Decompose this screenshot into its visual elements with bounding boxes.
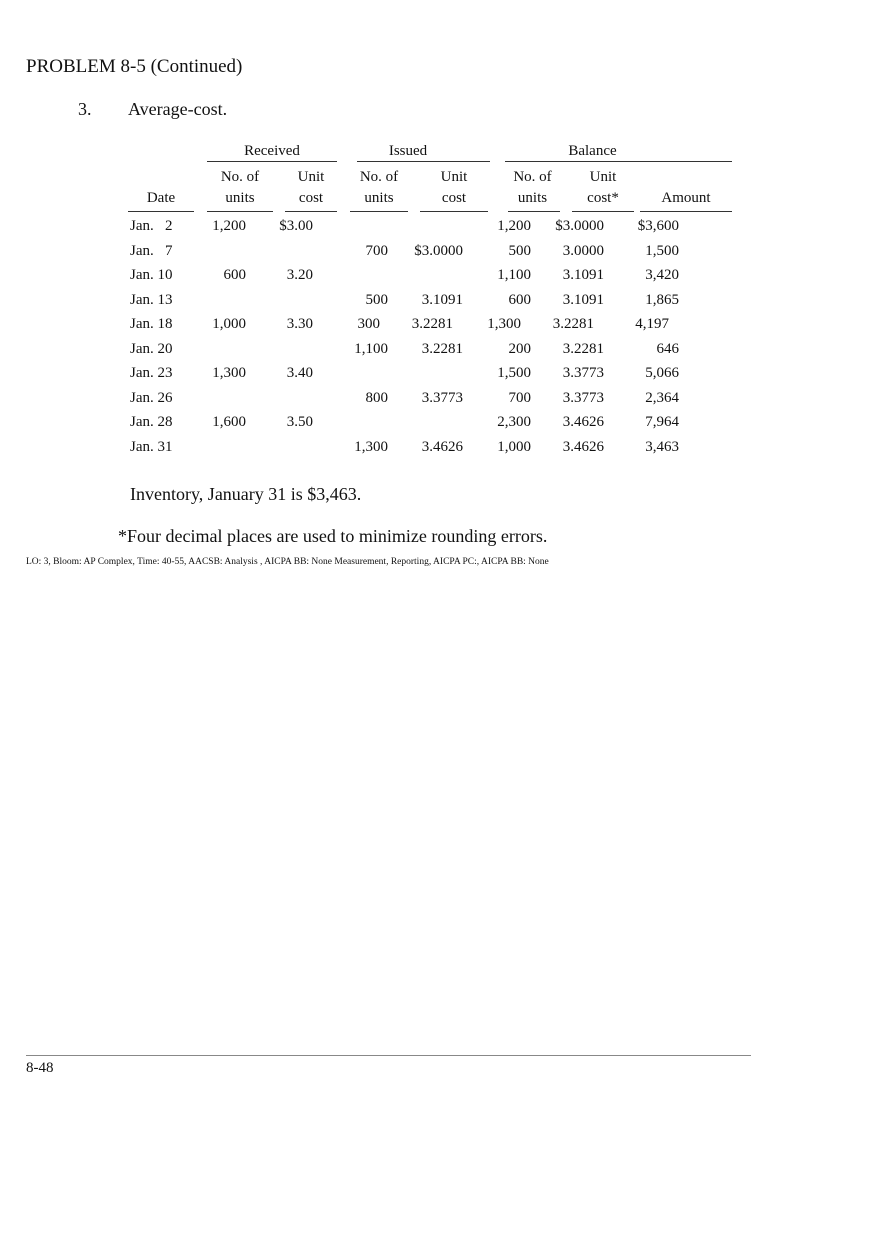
divider xyxy=(128,211,194,212)
header-rec-cost: Unit xyxy=(297,169,325,185)
cell-date: Jan. 18 xyxy=(130,316,173,332)
cell-iu: 300 xyxy=(357,316,380,332)
cell-iu: 800 xyxy=(365,389,388,406)
table-row xyxy=(0,243,880,265)
cell-amt: 5,066 xyxy=(645,365,679,381)
cell-bu: 700 xyxy=(508,389,531,406)
cell-amt: $3,600 xyxy=(637,218,679,234)
cell-ru: 1,000 xyxy=(212,316,246,332)
cell-amt: 4,197 xyxy=(635,316,669,332)
cell-date: Jan. 28 xyxy=(130,414,173,430)
table-row xyxy=(0,390,880,412)
cell-bc: 3.2281 xyxy=(562,340,604,357)
cell-bc: 3.1091 xyxy=(562,291,604,308)
cell-ic: 3.2281 xyxy=(411,316,453,332)
cell-amt: 646 xyxy=(656,340,679,357)
group-balance: Balance xyxy=(568,143,617,159)
cell-amt: 7,964 xyxy=(645,414,679,430)
cell-rc: 3.20 xyxy=(286,267,313,283)
page-number: 8-48 xyxy=(26,1060,54,1076)
header-bal-units: No. of xyxy=(513,169,552,185)
table-row xyxy=(0,267,880,289)
cell-amt: 1,500 xyxy=(645,242,679,259)
divider xyxy=(285,211,337,212)
divider xyxy=(508,211,560,212)
cell-bu: 2,300 xyxy=(497,414,531,430)
cell-ru: 1,600 xyxy=(212,414,246,430)
cell-iu: 1,300 xyxy=(354,438,388,455)
cell-ic: 3.1091 xyxy=(421,291,463,308)
cell-amt: 3,420 xyxy=(645,267,679,283)
header-rec-cost: cost xyxy=(298,190,324,206)
cell-amt: 1,865 xyxy=(645,291,679,308)
divider xyxy=(207,211,273,212)
cell-bu: 1,300 xyxy=(487,316,521,332)
table-row xyxy=(0,218,880,240)
cell-rc: $3.00 xyxy=(279,218,313,234)
cell-bc: 3.3773 xyxy=(562,389,604,406)
cell-amt: 2,364 xyxy=(645,389,679,406)
inventory-statement: Inventory, January 31 is $3,463. xyxy=(130,484,362,504)
cell-date: Jan. 7 xyxy=(130,242,173,259)
table-row xyxy=(0,439,880,461)
group-issued: Issued xyxy=(388,143,428,159)
table-row xyxy=(0,292,880,314)
divider xyxy=(505,161,732,162)
header-amount: Amount xyxy=(661,190,711,206)
cell-ic: 3.4626 xyxy=(421,438,463,455)
cell-ic: 3.3773 xyxy=(421,389,463,406)
cell-bu: 1,200 xyxy=(497,218,531,234)
cell-date: Jan. 2 xyxy=(130,218,173,234)
cell-bc: 3.2281 xyxy=(552,316,594,332)
cell-bc: 3.1091 xyxy=(562,267,604,283)
header-bal-cost: cost* xyxy=(587,190,619,206)
cell-bu: 1,100 xyxy=(497,267,531,283)
table-row xyxy=(0,414,880,436)
divider xyxy=(420,211,488,212)
header-iss-cost: Unit xyxy=(440,169,468,185)
cell-iu: 700 xyxy=(365,242,388,259)
learning-objective-line: LO: 3, Bloom: AP Complex, Time: 40-55, AACSB: Analysis , AICPA BB: None Measurement, Reporting, AICPA PC:, AICPA BB: None xyxy=(26,557,549,567)
section-number: 3. xyxy=(78,99,92,119)
cell-bu: 200 xyxy=(508,340,531,357)
cell-rc: 3.30 xyxy=(286,316,313,332)
divider xyxy=(640,211,732,212)
cell-bc: 3.4626 xyxy=(562,438,604,455)
table-row xyxy=(0,341,880,363)
cell-date: Jan. 23 xyxy=(130,365,173,381)
header-rec-units: No. of xyxy=(220,169,260,185)
divider xyxy=(350,211,408,212)
divider xyxy=(207,161,337,162)
cell-bc: 3.3773 xyxy=(562,365,604,381)
cell-iu: 500 xyxy=(365,291,388,308)
cell-rc: 3.40 xyxy=(286,365,313,381)
table-row xyxy=(0,316,880,338)
cell-ru: 600 xyxy=(223,267,246,283)
cell-date: Jan. 26 xyxy=(130,389,173,406)
cell-bu: 500 xyxy=(508,242,531,259)
cell-date: Jan. 31 xyxy=(130,438,173,455)
divider xyxy=(572,211,634,212)
header-rec-units: units xyxy=(225,190,255,206)
cell-bc: 3.0000 xyxy=(562,242,604,259)
group-received: Received xyxy=(244,143,300,159)
cell-date: Jan. 20 xyxy=(130,340,173,357)
cell-ic: 3.2281 xyxy=(421,340,463,357)
footnote: *Four decimal places are used to minimize rounding errors. xyxy=(118,526,548,546)
cell-amt: 3,463 xyxy=(645,438,679,455)
header-iss-units: No. of xyxy=(359,169,399,185)
cell-bc: 3.4626 xyxy=(562,414,604,430)
cell-ru: 1,200 xyxy=(212,218,246,234)
divider xyxy=(357,161,490,162)
cell-bc: $3.0000 xyxy=(555,218,604,234)
header-iss-cost: cost xyxy=(441,190,467,206)
header-iss-units: units xyxy=(364,190,394,206)
header-date: Date xyxy=(146,190,176,206)
cell-bu: 1,000 xyxy=(497,438,531,455)
cell-rc: 3.50 xyxy=(286,414,313,430)
problem-title: PROBLEM 8-5 (Continued) xyxy=(26,56,243,77)
header-bal-units: units xyxy=(517,190,548,206)
table-row xyxy=(0,365,880,387)
cell-date: Jan. 13 xyxy=(130,291,173,308)
cell-bu: 600 xyxy=(508,291,531,308)
header-bal-cost: Unit xyxy=(589,169,617,185)
cell-bu: 1,500 xyxy=(497,365,531,381)
cell-ru: 1,300 xyxy=(212,365,246,381)
cell-iu: 1,100 xyxy=(354,340,388,357)
cell-date: Jan. 10 xyxy=(130,267,173,283)
cell-ic: $3.0000 xyxy=(414,242,463,259)
footer-divider xyxy=(26,1055,751,1056)
section-label: Average-cost. xyxy=(128,99,228,119)
